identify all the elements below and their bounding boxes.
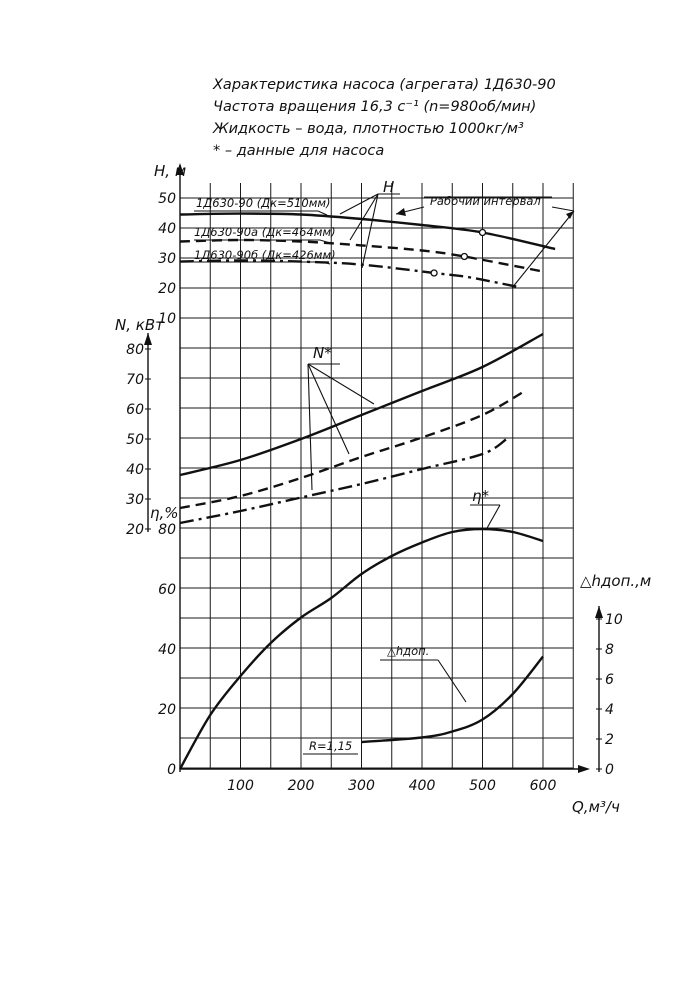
eta-tick-label: 40 <box>158 642 176 658</box>
eta-leader <box>486 505 500 530</box>
operating-point-marker <box>480 230 486 236</box>
chart-subtitle-liquid: Жидкость – вода, плотностью 1000кг/м³ <box>213 121 524 137</box>
q-tick-label: 100 <box>227 778 254 794</box>
npsh-tick-label: 8 <box>605 642 614 658</box>
npsh-tick-label: 2 <box>605 732 614 748</box>
eta-axis-title: η,% <box>150 504 179 522</box>
work-interval-leader-right <box>552 207 574 211</box>
chart-subtitle-speed: Частота вращения 16,3 с⁻¹ (n=980об/мин) <box>213 99 537 115</box>
q-tick-label: 200 <box>287 778 315 794</box>
curve-label-426: 1Д630-90б (Дк=426мм) <box>194 248 336 262</box>
n-leader-3 <box>308 364 312 490</box>
n-tick-label: 30 <box>126 492 144 508</box>
q-axis-arrow <box>578 765 590 773</box>
curve-label-464: 1Д630-90а (Дк=464мм) <box>194 225 336 239</box>
h-tick-label: 20 <box>158 281 176 297</box>
n-axis-arrow <box>144 333 152 345</box>
operating-point-marker <box>431 270 437 276</box>
curve-n-5 <box>180 439 507 523</box>
work-interval-arrow-left <box>396 208 406 216</box>
n-leader-1 <box>308 364 374 404</box>
h-leader-3 <box>362 194 378 268</box>
h-tick-label: 10 <box>158 311 176 327</box>
operating-point-marker <box>461 254 467 260</box>
n-curve-label: N* <box>313 344 332 362</box>
n-tick-label: 20 <box>126 522 144 538</box>
npsh-curve-label: △hдоп. <box>387 644 430 658</box>
curve-h-2 <box>180 260 519 287</box>
chart-header <box>212 77 556 159</box>
n-axis-title: N, кВт <box>115 316 164 334</box>
h-tick-label: 30 <box>158 251 176 267</box>
n-tick-label: 60 <box>126 402 144 418</box>
eta-tick-label: 60 <box>158 582 176 598</box>
n-tick-label: 40 <box>126 462 144 478</box>
n-tick-label: 50 <box>126 432 144 448</box>
chart-title: Характеристика насоса (агрегата) 1Д630-90 <box>213 77 556 93</box>
n-tick-label: 80 <box>126 342 144 358</box>
h-tick-label: 40 <box>158 221 176 237</box>
npsh-tick-label: 6 <box>605 672 614 688</box>
tick-labels <box>126 191 623 794</box>
npsh-tick-label: 10 <box>605 612 623 628</box>
chart-curves <box>180 214 555 769</box>
eta-tick-label: 0 <box>167 762 176 778</box>
eta-curve-label: η* <box>472 487 490 505</box>
chart-footnote: * – данные для насоса <box>213 143 385 159</box>
work-interval-label: Рабочий интервал <box>430 194 541 208</box>
chart-grid <box>180 183 573 769</box>
h-curve-label: H <box>383 178 395 196</box>
q-tick-label: 400 <box>408 778 436 794</box>
annotation-leaders <box>194 194 574 754</box>
annotations <box>194 178 541 753</box>
q-tick-label: 500 <box>469 778 496 794</box>
q-axis-title: Q,м³/ч <box>572 798 620 816</box>
q-tick-label: 300 <box>348 778 375 794</box>
npsh-axis-arrow <box>595 606 603 618</box>
q-tick-label: 600 <box>529 778 557 794</box>
n-tick-label: 70 <box>126 372 144 388</box>
npsh-tick-label: 0 <box>605 762 614 778</box>
curve-label-510: 1Д630-90 (Дк=510мм) <box>196 196 331 210</box>
npsh-tick-label: 4 <box>605 702 614 718</box>
npsh-axis-title: △hдоп.,м <box>580 572 652 590</box>
eta-tick-label: 80 <box>158 522 176 538</box>
r-label: R=1,15 <box>309 739 353 753</box>
h-tick-label: 50 <box>158 191 176 207</box>
eta-tick-label: 20 <box>158 702 176 718</box>
h-axis-title: H, м <box>154 162 187 180</box>
